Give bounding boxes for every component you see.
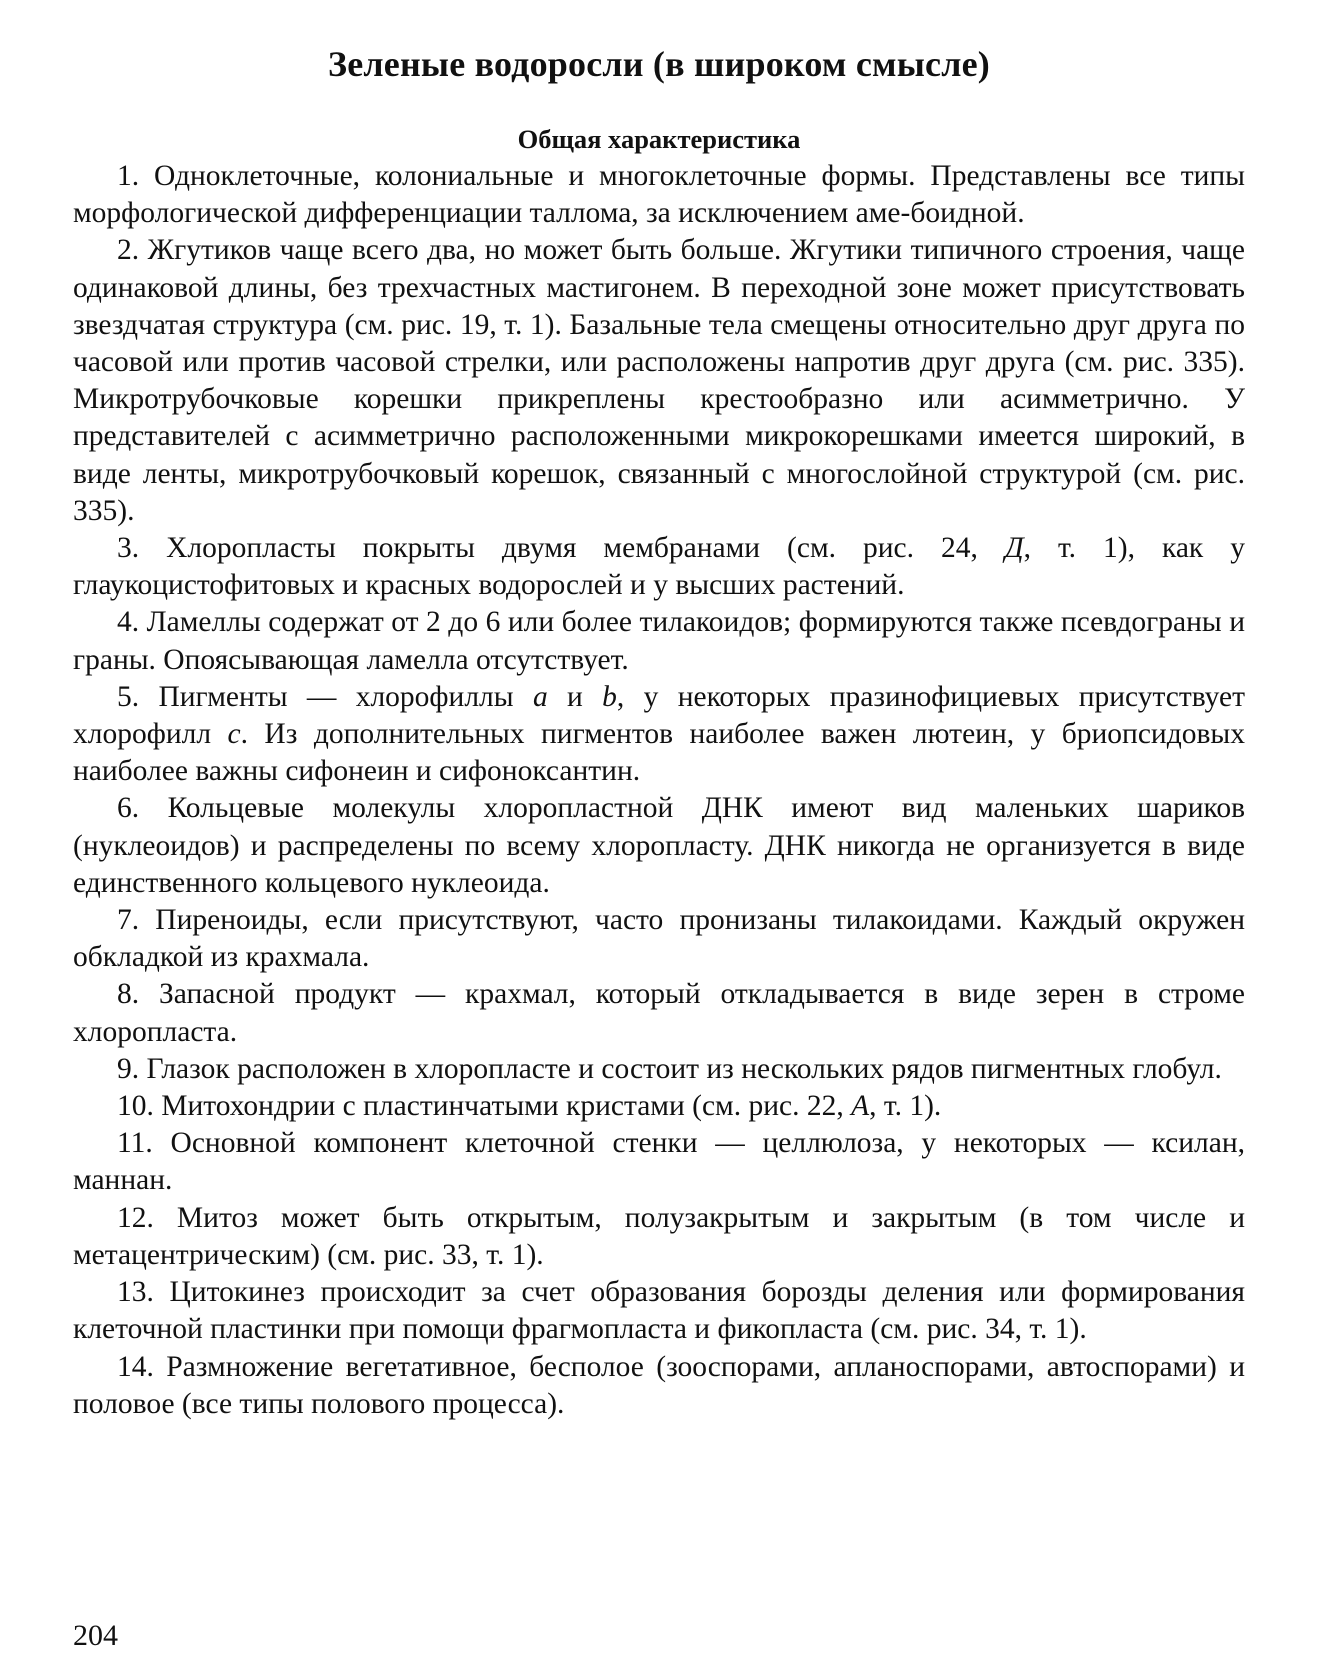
list-item: 6. Кольцевые молекулы хлоропластной ДНК имеют вид маленьких шариков (нуклеоидов) и распределены по всему хлоропласту. ДНК никогда не организуется в виде единственного кольцевого нуклеоида.: [73, 792, 1245, 899]
list-item: 12. Митоз может быть открытым, полузакрытым и закрытым (в том числе и метацентрическим) (см. рис. 33, т. 1).: [73, 1201, 1245, 1271]
list-item: 13. Цитокинез происходит за счет образования борозды деления или формирования клеточной пластинки при помощи фрагмопласта и фикопласта (см. рис. 34, т. 1).: [73, 1276, 1245, 1346]
list-item: 1. Одноклеточные, колониальные и многоклеточные формы. Представлены все типы морфологической дифференциации таллома, за исключением аме-боидной.: [73, 160, 1245, 230]
list-item: 4. Ламеллы содержат от 2 до 6 или более тилакоидов; формируются также псевдограны и граны. Опоясывающая ламелла отсутствует.: [73, 606, 1245, 676]
list-item: 14. Размножение вегетативное, бесполое (зооспорами, апланоспорами, автоспорами) и половое (все типы полового процесса).: [73, 1350, 1245, 1420]
list-item: 7. Пиреноиды, если присутствуют, часто пронизаны тилакоидами. Каждый окружен обкладкой из крахмала.: [73, 904, 1245, 974]
list-item: 5. Пигменты — хлорофиллы a и b, у некоторых празинофициевых присутствует хлорофилл c. Из дополнительных пигментов наиболее важен лютеин, у бриопсидовых наиболее важны сифонеин и сифоноксантин.: [73, 680, 1245, 788]
list-item: 10. Митохондрии с пластинчатыми кристами (см. рис. 22, А, т. 1).: [117, 1090, 942, 1123]
list-item: 9. Глазок расположен в хлоропласте и состоит из нескольких рядов пигментных глобул.: [117, 1052, 1222, 1085]
list-item: 3. Хлоропласты покрыты двумя мембранами (см. рис. 24, Д, т. 1), как у глаукоцистофитовых и красных водорослей и у высших растений.: [73, 532, 1246, 602]
list-item: 2. Жгутиков чаще всего два, но может быть больше. Жгутики типичного строения, чаще одинаковой длины, без трехчастных мастигонем. В переходной зоне может присутствовать звездчатая структура (см. рис. 19, т. 1). Базальные тела смещены относительно друг друга по часовой или против часовой стрелки, или расположены напротив друг друга (см. рис. 335). Микротрубочковые корешки прикреплены крестообразно или асимметрично. У представителей с асимметрично расположенными микрокорешками имеется широкий, в виде ленты, микротрубочковый корешок, связанный с многослойной структурой (см. рис. 335).: [73, 234, 1245, 527]
page-number: 204: [73, 1619, 118, 1652]
section-subtitle: Общая характеристика: [517, 124, 801, 154]
document-page: [73, 40, 1245, 1660]
page-title: Зеленые водоросли (в широком смысле): [328, 44, 990, 84]
characteristics-list: [73, 158, 1245, 1423]
list-item: 11. Основной компонент клеточной стенки — целлюлоза, у некоторых — ксилан, маннан.: [73, 1127, 1245, 1197]
list-item: 8. Запасной продукт — крахмал, который откладывается в виде зерен в строме хлоропласта.: [73, 978, 1245, 1048]
